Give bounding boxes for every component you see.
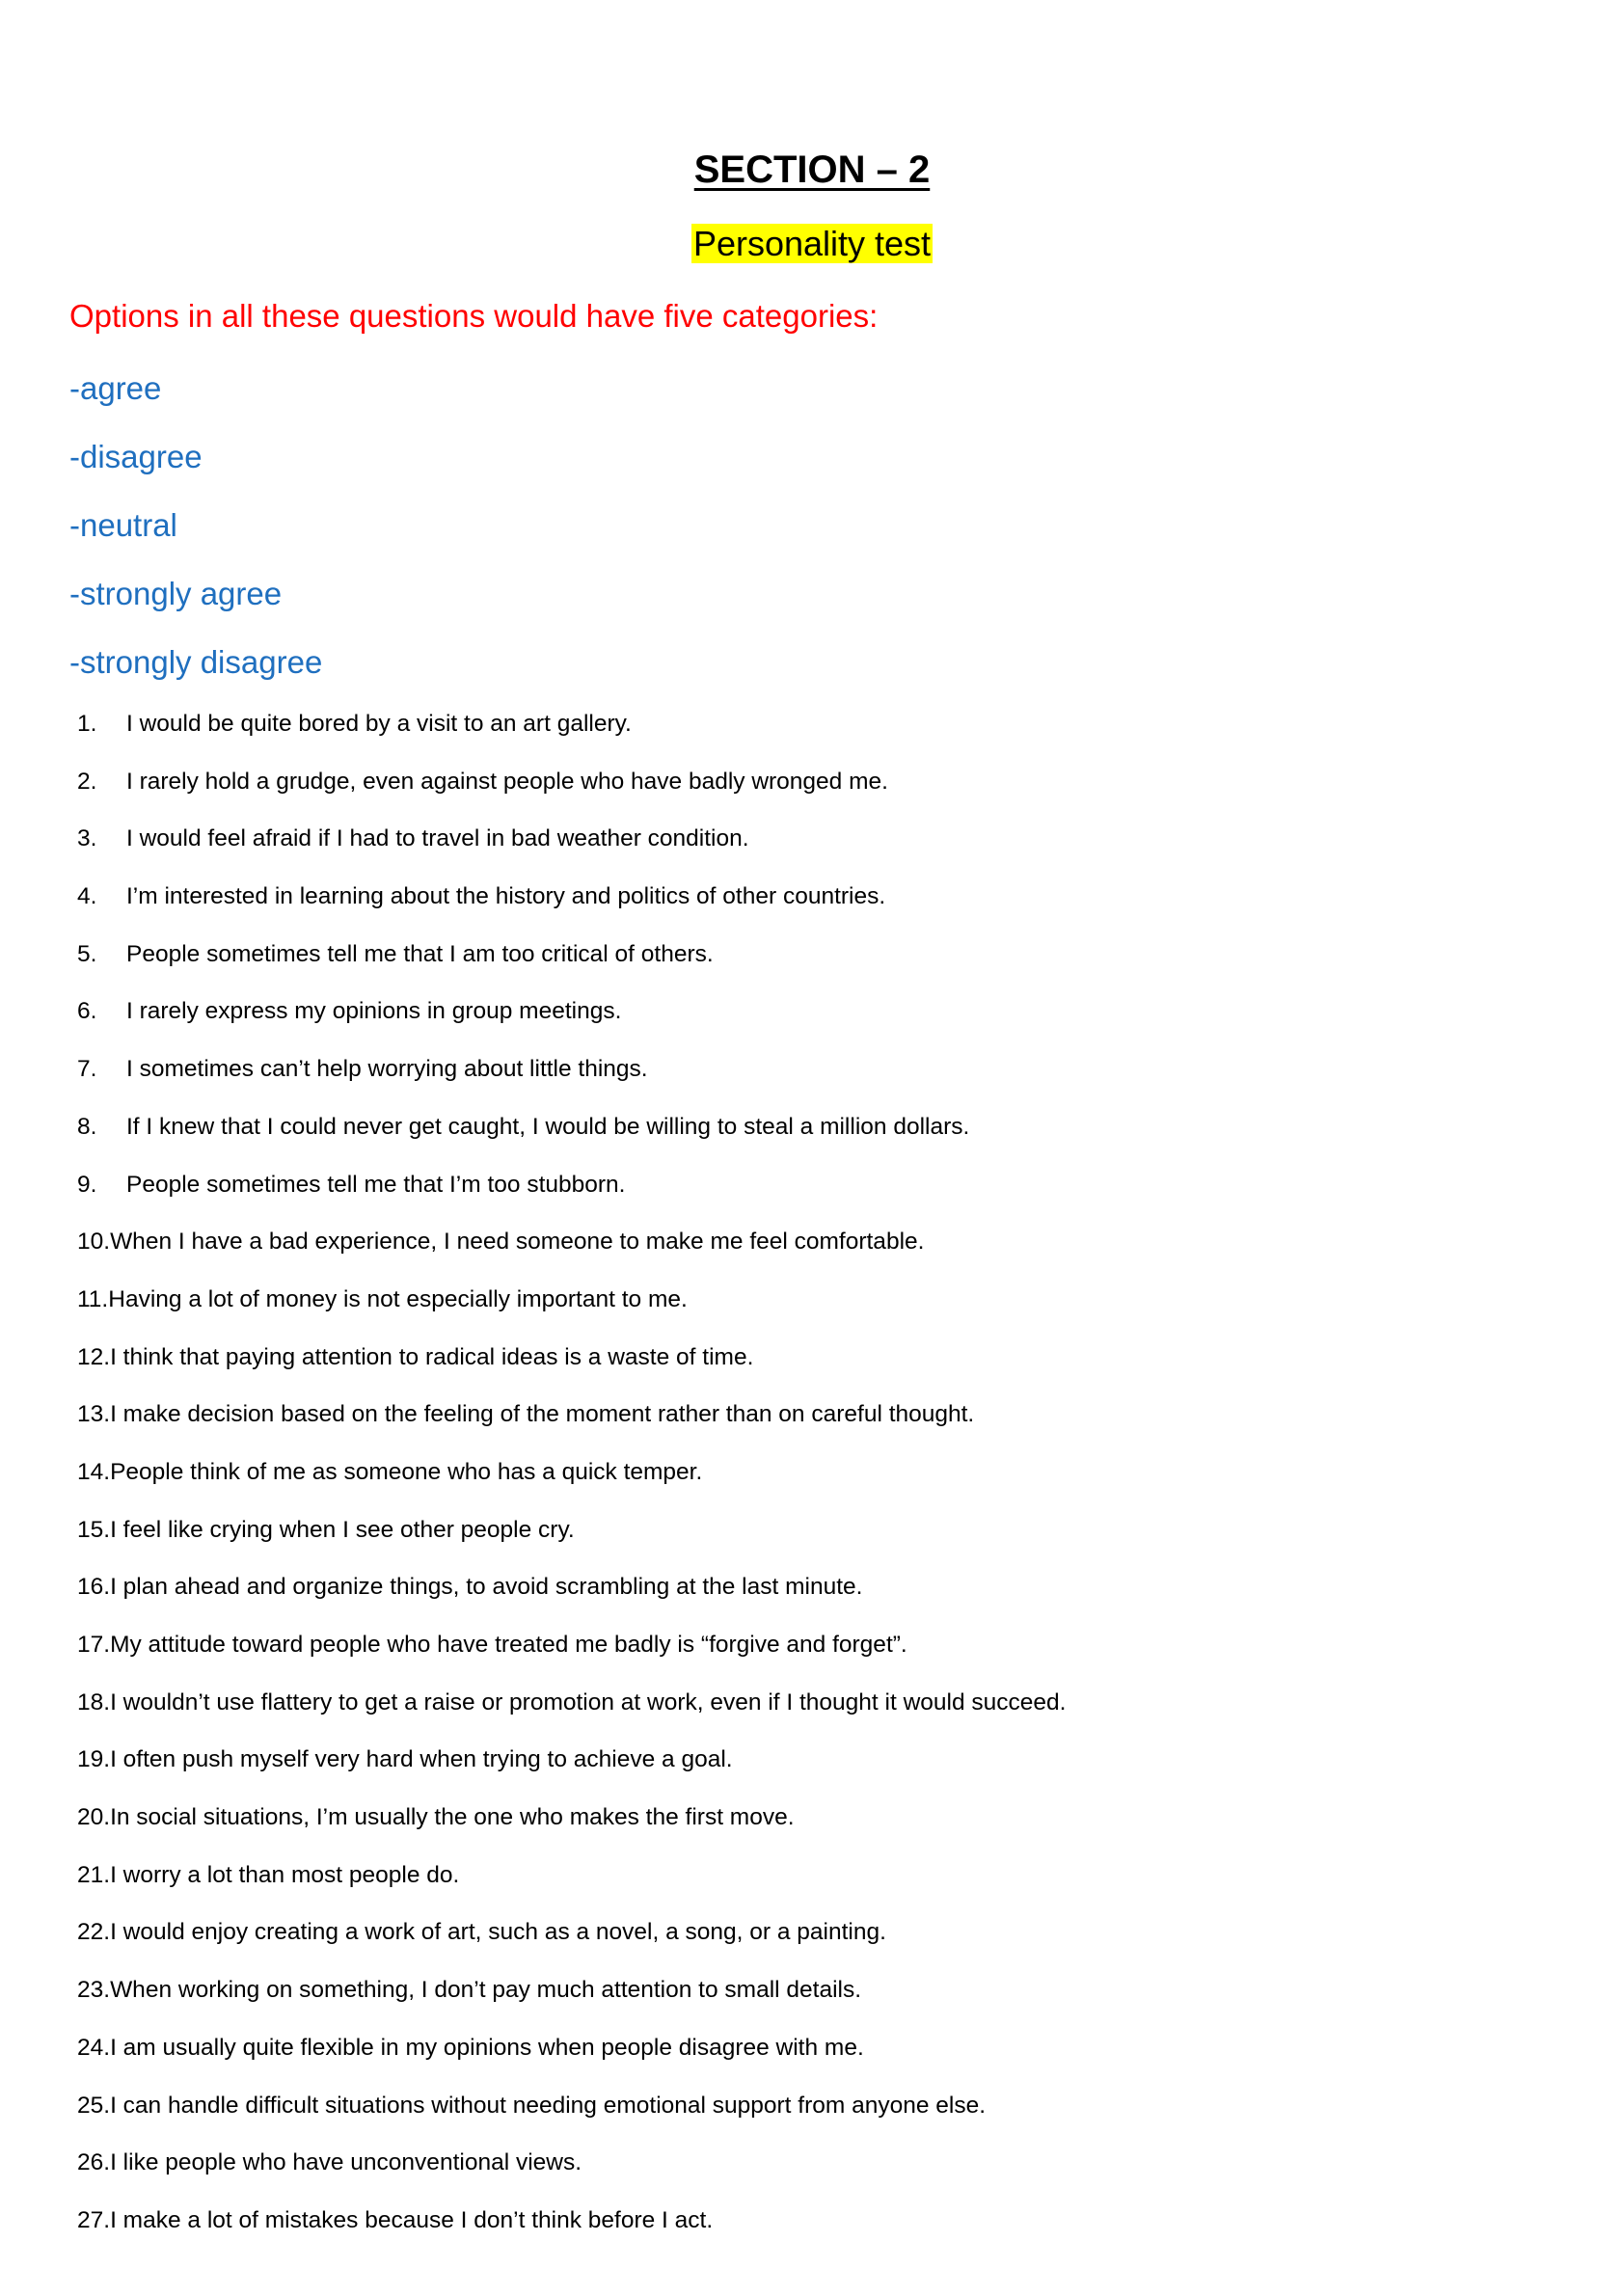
- question-text: I am usually quite flexible in my opinions when people disagree with me.: [110, 2034, 864, 2061]
- question-text: In social situations, I’m usually the one who makes the first move.: [110, 1804, 795, 1831]
- subtitle-highlight: Personality test: [692, 224, 932, 263]
- option-item: -neutral: [69, 507, 177, 543]
- question-text: If I knew that I could never get caught, I would be willing to steal a million dollars.: [126, 1113, 970, 1140]
- question-item: [77, 996, 1066, 1054]
- question-item: [77, 1112, 1066, 1170]
- question-text: I would enjoy creating a work of art, such as a novel, a song, or a painting.: [110, 1919, 886, 1946]
- question-number: 23.: [77, 1977, 111, 2004]
- question-item: [77, 2205, 1066, 2263]
- question-number: 12.: [77, 1343, 111, 1370]
- question-number: 26.: [77, 2149, 111, 2176]
- question-number: 1.: [77, 711, 97, 737]
- question-number: 19.: [77, 1746, 111, 1773]
- question-number: 13.: [77, 1401, 111, 1428]
- question-number: 25.: [77, 2092, 111, 2119]
- question-item: [77, 1688, 1066, 1745]
- question-number: 20.: [77, 1804, 111, 1831]
- question-item: [77, 1802, 1066, 1860]
- question-text: I can handle difficult situations without needing emotional support from anyone else.: [110, 2092, 987, 2119]
- question-number: 9.: [77, 1171, 97, 1198]
- question-item: [77, 1630, 1066, 1688]
- questions-list: [77, 709, 1066, 2263]
- question-item: [77, 2033, 1066, 2091]
- question-item: [77, 824, 1066, 881]
- question-text: My attitude toward people who have treated me badly is “forgive and forget”.: [110, 1632, 907, 1658]
- question-item: [77, 1399, 1066, 1457]
- option-item: -agree: [69, 370, 162, 406]
- option-item: -disagree: [69, 439, 203, 474]
- question-item: [77, 767, 1066, 824]
- option-item: -strongly disagree: [69, 644, 323, 680]
- options-intro: Options in all these questions would have five categories:: [69, 298, 879, 334]
- question-item: [77, 1572, 1066, 1630]
- question-number: 6.: [77, 998, 97, 1025]
- options-list: [69, 366, 322, 709]
- question-item: [77, 2091, 1066, 2148]
- question-text: When I have a bad experience, I need someone to make me feel comfortable.: [110, 1229, 925, 1256]
- question-text: I rarely hold a grudge, even against people who have badly wronged me.: [126, 768, 888, 795]
- question-text: When working on something, I don’t pay much attention to small details.: [110, 1977, 862, 2004]
- question-item: [77, 881, 1066, 939]
- question-text: I would feel afraid if I had to travel in bad weather condition.: [126, 825, 749, 852]
- question-text: I would be quite bored by a visit to an art gallery.: [126, 711, 632, 737]
- question-text: I like people who have unconventional views.: [110, 2149, 582, 2176]
- question-number: 5.: [77, 940, 97, 967]
- question-item: [77, 709, 1066, 767]
- question-number: 18.: [77, 1688, 111, 1715]
- question-number: 14.: [77, 1458, 111, 1485]
- question-text: People sometimes tell me that I am too critical of others.: [126, 940, 714, 967]
- question-item: [77, 1744, 1066, 1802]
- question-item: [77, 1457, 1066, 1515]
- section-title-text: SECTION – 2: [693, 149, 931, 191]
- question-number: 16.: [77, 1574, 111, 1601]
- question-number: 4.: [77, 883, 97, 910]
- question-number: 3.: [77, 825, 97, 852]
- question-number: 7.: [77, 1056, 97, 1083]
- question-number: 21.: [77, 1861, 111, 1888]
- question-text: I make decision based on the feeling of the moment rather than on careful thought.: [110, 1401, 975, 1428]
- question-text: I’m interested in learning about the history and politics of other countries.: [126, 883, 886, 910]
- question-number: 8.: [77, 1113, 97, 1140]
- subtitle: [0, 222, 1624, 266]
- section-title: [0, 145, 1624, 195]
- question-number: 24.: [77, 2034, 111, 2061]
- question-item: [77, 939, 1066, 997]
- question-number: 22.: [77, 1919, 111, 1946]
- question-text: I feel like crying when I see other people cry.: [110, 1516, 575, 1543]
- question-number: 2.: [77, 768, 97, 795]
- question-number: 15.: [77, 1516, 111, 1543]
- question-item: [77, 1975, 1066, 2033]
- question-text: Having a lot of money is not especially important to me.: [108, 1285, 688, 1312]
- question-text: I wouldn’t use flattery to get a raise or promotion at work, even if I thought it would succeed.: [110, 1688, 1067, 1715]
- question-item: [77, 1054, 1066, 1112]
- question-number: 27.: [77, 2206, 111, 2233]
- question-text: People sometimes tell me that I’m too stubborn.: [126, 1171, 626, 1198]
- question-item: [77, 1342, 1066, 1400]
- question-text: I make a lot of mistakes because I don’t think before I act.: [110, 2206, 714, 2233]
- question-item: [77, 1515, 1066, 1573]
- option-item: -strongly agree: [69, 576, 283, 611]
- question-number: 11.: [77, 1285, 109, 1312]
- question-text: I often push myself very hard when trying to achieve a goal.: [110, 1746, 733, 1773]
- question-text: I rarely express my opinions in group meetings.: [126, 998, 622, 1025]
- question-number: 10.: [77, 1229, 111, 1256]
- question-text: People think of me as someone who has a quick temper.: [110, 1458, 703, 1485]
- question-text: I plan ahead and organize things, to avoid scrambling at the last minute.: [110, 1574, 863, 1601]
- question-text: I sometimes can’t help worrying about little things.: [126, 1056, 648, 1083]
- question-item: [77, 1860, 1066, 1918]
- question-number: 17.: [77, 1632, 111, 1658]
- question-item: [77, 1917, 1066, 1975]
- question-item: [77, 1170, 1066, 1228]
- question-item: [77, 1284, 1066, 1342]
- question-text: I worry a lot than most people do.: [110, 1861, 460, 1888]
- question-item: [77, 1227, 1066, 1284]
- question-item: [77, 2147, 1066, 2205]
- question-text: I think that paying attention to radical ideas is a waste of time.: [110, 1343, 754, 1370]
